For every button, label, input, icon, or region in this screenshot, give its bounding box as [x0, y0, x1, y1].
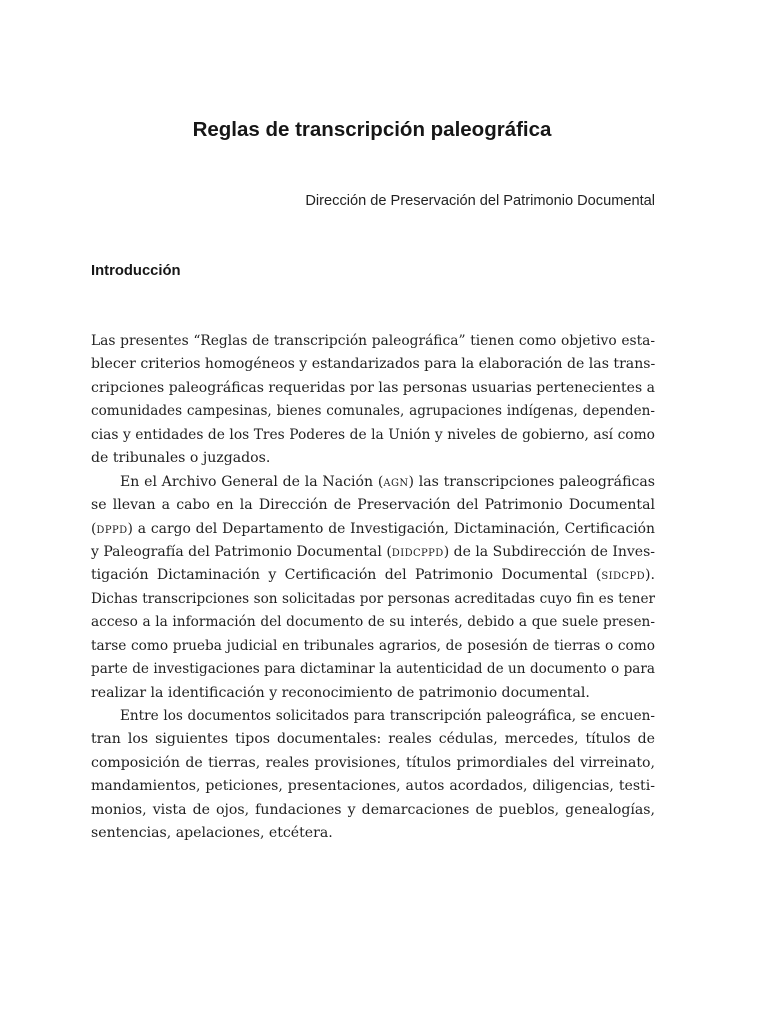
text-line: [91, 471, 655, 494]
acronym-didcppd: didcppd: [391, 543, 444, 560]
text-line: blecer criterios homogéneos y estandarizados para la elaboración de las trans-: [91, 356, 656, 373]
paragraph-3: [91, 705, 655, 846]
text-segment: ) las transcripciones paleográficas: [408, 473, 655, 490]
text-line: tarse como prueba judicial en tribunales agrarios, de posesión de tierras o como: [91, 637, 655, 654]
text-line: monios, vista de ojos, fundaciones y demarcaciones de pueblos, genealogías,: [91, 801, 655, 818]
text-line: de tribunales o juzgados.: [91, 450, 271, 467]
document-subtitle: Dirección de Preservación del Patrimonio Documental: [305, 193, 655, 209]
acronym-dppd: dppd: [96, 520, 128, 537]
text-line: [91, 518, 655, 541]
text-line: cripciones paleográficas requeridas por las personas usuarias pertenecientes a: [91, 379, 655, 396]
text-segment: tigación Dictaminación y Certificación del Patrimonio Documental (: [91, 567, 602, 584]
paragraph-1: [91, 330, 655, 471]
text-line: cias y entidades de los Tres Poderes de la Unión y niveles de gobierno, así como: [91, 426, 655, 443]
text-line: Dichas transcripciones son solicitadas por personas acreditadas cuyo fin es tener: [91, 590, 655, 607]
text-line: [91, 541, 655, 564]
text-line: tran los siguientes tipos documentales: reales cédulas, mercedes, títulos de: [91, 731, 655, 748]
text-line: sentencias, apelaciones, etcétera.: [91, 825, 333, 842]
document-title: Reglas de transcripción paleográfica: [192, 118, 552, 141]
text-line: se llevan a cabo en la Dirección de Preservación del Patrimonio Documental: [91, 497, 655, 514]
text-segment: ).: [645, 567, 655, 584]
document-body: [91, 330, 655, 846]
text-line: mandamientos, peticiones, presentaciones, autos acordados, diligencias, testi-: [91, 778, 655, 795]
acronym-agn: agn: [383, 473, 409, 490]
text-line: acceso a la información del documento de su interés, debido a que suele presen-: [91, 614, 655, 631]
text-segment: (: [91, 520, 97, 537]
acronym-sidcpd: sidcpd: [601, 567, 646, 584]
text-segment: y Paleografía del Patrimonio Documental (: [91, 543, 392, 560]
text-line: realizar la identificación y reconocimiento de patrimonio documental.: [91, 684, 590, 701]
text-line: [91, 564, 655, 587]
section-heading: Introducción: [91, 263, 181, 279]
text-line: composición de tierras, reales provisiones, títulos primordiales del virreinato,: [91, 754, 655, 771]
text-segment: En el Archivo General de la Nación (: [120, 473, 384, 490]
text-segment: ) a cargo del Departamento de Investigación, Dictaminación, Certificación: [127, 520, 655, 537]
text-line: parte de investigaciones para dictaminar la autenticidad de un documento o para: [91, 661, 655, 678]
text-line: Entre los documentos solicitados para transcripción paleográfica, se encuen-: [120, 708, 655, 724]
paragraph-2: [91, 471, 655, 705]
text-line: Las presentes “Reglas de transcripción paleográfica” tienen como objetivo esta-: [91, 333, 655, 349]
text-line: comunidades campesinas, bienes comunales, agrupaciones indígenas, dependen-: [91, 403, 655, 420]
text-segment: ) de la Subdirección de Inves-: [443, 543, 656, 560]
